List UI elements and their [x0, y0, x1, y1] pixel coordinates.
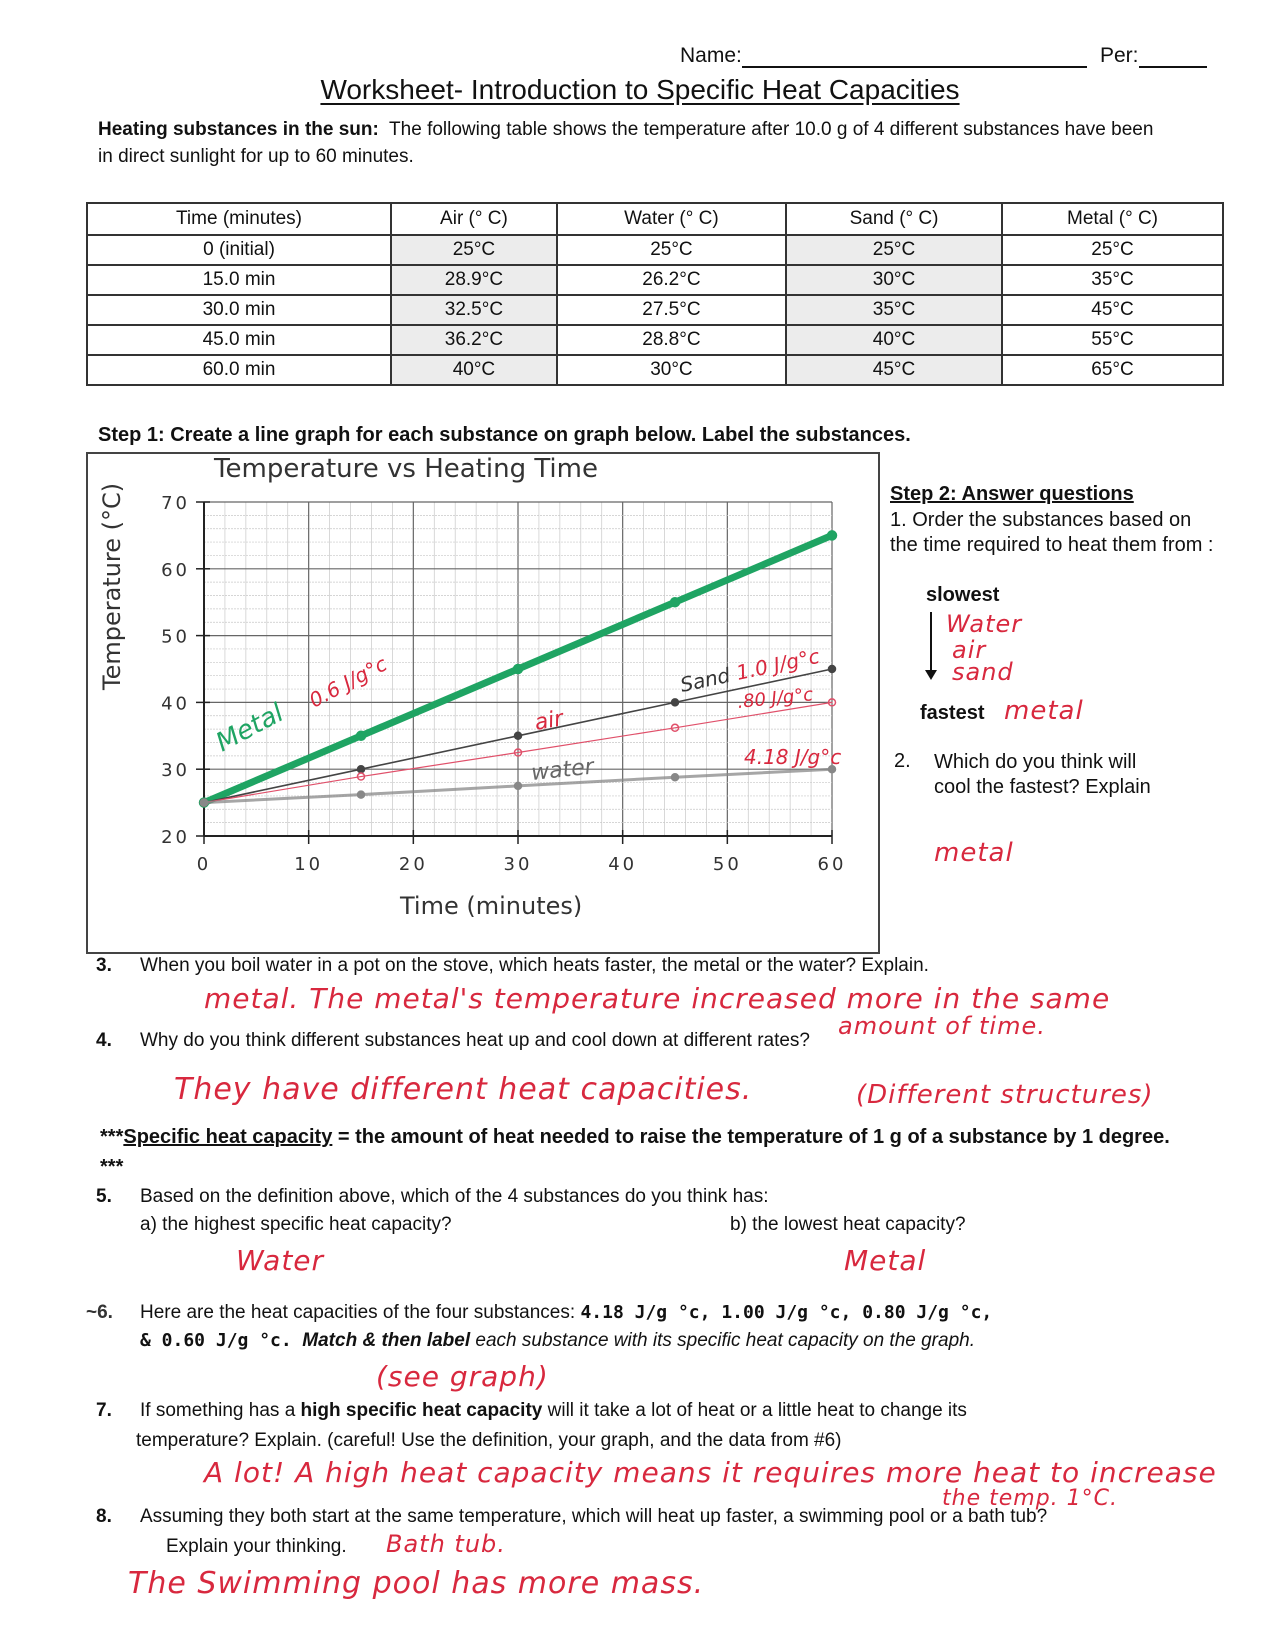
y-tick-label: 70: [161, 493, 190, 514]
q8-number: 8.: [96, 1506, 112, 1527]
table-cell: 40°C: [391, 355, 557, 385]
data-point-metal: [514, 665, 523, 674]
table-row: [87, 265, 1223, 295]
table-cell: 30°C: [557, 355, 786, 385]
q6-answer: (see graph): [376, 1360, 549, 1393]
q2-number: 2.: [894, 750, 911, 772]
arrow-down-icon: [930, 612, 932, 674]
col-header-sand: Sand (° C): [786, 203, 1002, 235]
q5a-answer: Water: [236, 1244, 325, 1277]
table-cell: 60.0 min: [87, 355, 391, 385]
table-cell: 25°C: [786, 235, 1002, 265]
definition-box: [100, 1122, 1180, 1182]
table-cell: 0 (initial): [87, 235, 391, 265]
q4-answer-line2: (Different structures): [856, 1080, 1154, 1110]
y-tick-label: 20: [161, 827, 190, 848]
table-cell: 30°C: [786, 265, 1002, 295]
order-answer-3: sand: [952, 658, 1014, 686]
intro-paragraph: [98, 116, 1158, 170]
y-tick-label: 50: [161, 626, 190, 648]
table-cell: 40°C: [786, 325, 1002, 355]
name-field[interactable]: [680, 44, 1087, 68]
table-cell: 65°C: [1002, 355, 1223, 385]
table-cell: 25°C: [391, 235, 557, 265]
order-answer-2: air: [952, 636, 987, 664]
arrow-head-icon: [925, 670, 937, 680]
q5b-text: b) the lowest heat capacity?: [730, 1214, 966, 1235]
q7-number: 7.: [96, 1400, 112, 1421]
q3-number: 3.: [96, 955, 112, 976]
chart-title: Temperature vs Heating Time: [214, 454, 598, 484]
col-header-water: Water (° C): [557, 203, 786, 235]
q5-number: 5.: [96, 1186, 112, 1207]
q6-intro: Here are the heat capacities of the four substances:: [140, 1302, 581, 1323]
data-point-metal: [828, 531, 837, 540]
q7-bold: high specific heat capacity: [300, 1400, 543, 1421]
table-cell: 15.0 min: [87, 265, 391, 295]
q8-text: Assuming they both start at the same temperature, which will heat up faster, a swimming pool or a bath tub?: [140, 1506, 1048, 1527]
y-axis-label: Temperature (°C): [98, 482, 126, 690]
table-cell: 55°C: [1002, 325, 1223, 355]
series-label-sand: Sand: [678, 662, 733, 697]
table-cell: 36.2°C: [391, 325, 557, 355]
q3-answer-line1: metal. The metal's temperature increased more in the same: [204, 982, 1111, 1015]
table-row: [87, 235, 1223, 265]
x-tick-label: 60: [817, 854, 847, 875]
q7-pre: If something has a: [140, 1400, 301, 1421]
col-header-time: Time (minutes): [87, 203, 391, 235]
series-label-air: air: [532, 706, 566, 736]
table-cell: 30.0 min: [87, 295, 391, 325]
table-cell: 25°C: [557, 235, 786, 265]
period-field[interactable]: [1100, 44, 1207, 68]
data-point-sand: [358, 766, 365, 773]
q5-text: Based on the definition above, which of the 4 substances do you think has:: [140, 1186, 769, 1207]
q7-answer-line2: the temp. 1°C.: [942, 1486, 1118, 1511]
page-title: Worksheet- Introduction to Specific Heat Capacities: [320, 74, 960, 105]
q7-post: will it take a lot of heat or a little heat to change its: [542, 1400, 967, 1421]
table-header-row: [87, 203, 1223, 235]
q8-text-line2: Explain your thinking.: [166, 1536, 347, 1557]
data-point-sand: [515, 732, 522, 739]
q7-answer-line1: A lot! A high heat capacity means it requires more heat to increase: [204, 1456, 1217, 1489]
table-row: [87, 355, 1223, 385]
table-cell: 35°C: [786, 295, 1002, 325]
col-header-air: Air (° C): [391, 203, 557, 235]
order-answer-1: Water: [946, 610, 1023, 638]
slowest-label: slowest: [926, 584, 1000, 606]
annotation-water: 4.18 J/g°c: [744, 745, 842, 769]
table-cell: 27.5°C: [557, 295, 786, 325]
q2-text: Which do you think will cool the fastest? Explain: [934, 751, 1151, 798]
x-tick-label: 50: [712, 854, 742, 875]
table-row: [87, 295, 1223, 325]
step2-q1: 1. Order the substances based on the time required to heat them from :: [890, 509, 1214, 556]
data-point-water: [358, 791, 365, 798]
q6-text-line2: [140, 1330, 975, 1352]
col-header-metal: Metal (° C): [1002, 203, 1223, 235]
q6-bold-italic: Match & then label: [302, 1330, 471, 1351]
step1-instruction: Step 1: Create a line graph for each substance on graph below. Label the substances.: [98, 424, 911, 446]
q8-answer-line1: Bath tub.: [386, 1530, 506, 1558]
q2-answer: metal: [934, 838, 1014, 868]
q6-number: ~6.: [86, 1302, 113, 1323]
y-tick-label: 60: [161, 559, 190, 581]
table-cell: 35°C: [1002, 265, 1223, 295]
table-cell: 45.0 min: [87, 325, 391, 355]
q6-italic: each substance with its specific heat capacity on the graph.: [470, 1330, 975, 1351]
table-cell: 28.8°C: [557, 325, 786, 355]
table-cell: 45°C: [786, 355, 1002, 385]
data-point-water: [672, 774, 679, 781]
q6-values: 4.18 J/g °c, 1.00 J/g °c, 0.80 J/g °c,: [580, 1302, 993, 1323]
y-tick-label: 30: [161, 760, 190, 782]
q5b-answer: Metal: [844, 1244, 927, 1277]
definition-text: = the amount of heat needed to raise the temperature of 1 g of a substance by 1 degree. ***: [100, 1126, 1170, 1178]
name-label: Name:: [680, 44, 742, 67]
name-blank[interactable]: [742, 44, 1087, 68]
table-cell: 26.2°C: [557, 265, 786, 295]
intro-bold: Heating substances in the sun:: [98, 119, 379, 140]
period-label: Per:: [1100, 44, 1139, 67]
x-tick-label: 30: [503, 854, 533, 875]
definition-term: Specific heat capacity: [123, 1126, 333, 1148]
fastest-label: fastest: [920, 702, 985, 724]
data-point-metal: [357, 731, 366, 740]
q3-answer-line2: amount of time.: [838, 1012, 1046, 1040]
q5a-text: a) the highest specific heat capacity?: [140, 1214, 452, 1235]
intro-text: The following table shows the temperature after 10.0 g of 4 different substances have been in direct sunlight for up to 60 minutes.: [98, 119, 1154, 167]
table-cell: 32.5°C: [391, 295, 557, 325]
data-point-water: [515, 782, 522, 789]
definition-prefix: ***: [100, 1126, 124, 1148]
data-point-metal: [671, 598, 680, 607]
q7-text-line2: temperature? Explain. (careful! Use the definition, your graph, and the data from #6): [136, 1430, 842, 1451]
data-point-sand: [829, 666, 836, 673]
q3-text: When you boil water in a pot on the stove, which heats faster, the metal or the water? Explain.: [140, 955, 929, 976]
series-label-water: water: [530, 754, 595, 786]
q8-answer-line2: The Swimming pool has more mass.: [128, 1566, 705, 1601]
line-chart: [86, 452, 876, 950]
data-point-sand: [672, 699, 679, 706]
y-tick-label: 40: [161, 693, 190, 715]
x-tick-label: 0: [196, 854, 212, 875]
x-tick-label: 40: [608, 854, 638, 875]
table-cell: 28.9°C: [391, 265, 557, 295]
step2-heading: Step 2: Answer questions: [890, 483, 1134, 505]
x-tick-label: 20: [398, 854, 428, 875]
q4-text: Why do you think different substances heat up and cool down at different rates?: [140, 1030, 811, 1051]
annotation-metal: 0.6 J/g°c: [305, 651, 391, 713]
series-label-metal: Metal: [211, 697, 289, 759]
q7-text: [140, 1400, 967, 1422]
q4-answer-line1: They have different heat capacities.: [174, 1072, 753, 1107]
q6-values-2: & 0.60 J/g °c.: [140, 1330, 292, 1351]
data-point-water: [201, 799, 208, 806]
annotation-sand: 1.0 J/g°c: [734, 643, 822, 685]
table-cell: 45°C: [1002, 295, 1223, 325]
q4-number: 4.: [96, 1030, 112, 1051]
table-cell: 25°C: [1002, 235, 1223, 265]
fastest-answer: metal: [1004, 696, 1084, 726]
x-tick-label: 10: [294, 854, 324, 875]
q6-text: [140, 1302, 992, 1324]
period-blank[interactable]: [1139, 44, 1207, 68]
x-axis-label: Time (minutes): [400, 892, 583, 920]
annotation-air: .80 J/g°c: [736, 684, 815, 713]
temperature-table: [86, 202, 1224, 386]
table-row: [87, 325, 1223, 355]
